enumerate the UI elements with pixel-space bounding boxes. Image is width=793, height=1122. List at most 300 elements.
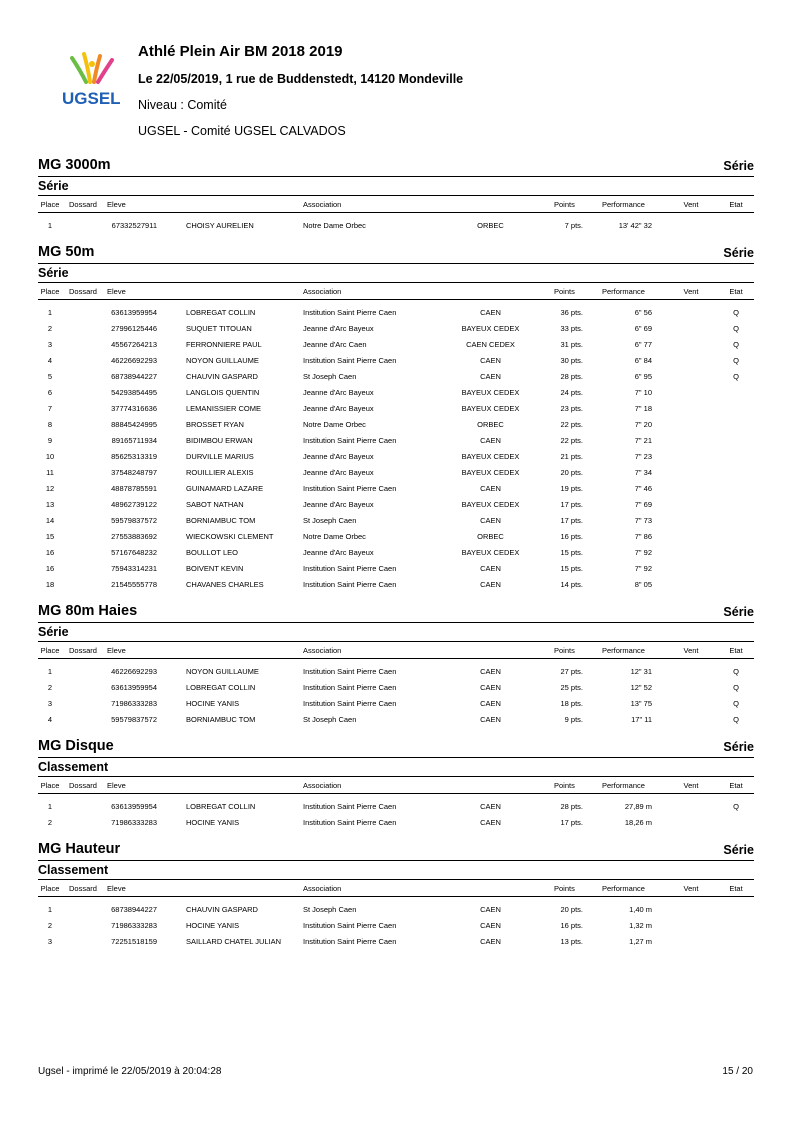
table-row <box>38 384 754 400</box>
cell-eleve-id: 75943314231 <box>111 564 157 573</box>
column-header-eleve: Eleve <box>107 287 126 296</box>
cell-eleve-id: 67332527911 <box>111 221 157 230</box>
column-headers <box>38 880 754 897</box>
cell-place: 9 <box>47 436 53 445</box>
cell-association: Institution Saint Pierre Caen <box>303 356 397 365</box>
cell-status: Q <box>733 699 739 708</box>
cell-performance: 6" 77 <box>634 340 652 349</box>
cell-student-name: BIDIMBOU ERWAN <box>186 436 253 445</box>
cell-place: 2 <box>47 683 53 692</box>
subsection-header <box>38 623 754 642</box>
cell-student-name: HOCINE YANIS <box>186 818 240 827</box>
cell-place: 2 <box>47 818 53 827</box>
column-headers <box>38 777 754 794</box>
cell-association: St Joseph Caen <box>303 905 357 914</box>
cell-city: BAYEUX CEDEX <box>461 404 520 413</box>
column-header-vent: Vent <box>683 781 699 790</box>
column-header-association: Association <box>303 646 342 655</box>
cell-city: CAEN <box>480 905 501 914</box>
cell-points: 17 pts. <box>560 500 583 509</box>
table-row <box>38 320 754 336</box>
table-row <box>38 544 754 560</box>
cell-points: 31 pts. <box>560 340 583 349</box>
cell-city: CAEN <box>480 580 501 589</box>
event-type: Série <box>723 159 754 173</box>
cell-city: CAEN <box>480 516 501 525</box>
cell-place: 16 <box>45 548 55 557</box>
cell-points: 27 pts. <box>560 667 583 676</box>
event-name: MG Hauteur <box>38 841 121 857</box>
cell-performance: 6" 84 <box>634 356 652 365</box>
cell-city: BAYEUX CEDEX <box>461 468 520 477</box>
cell-city: CAEN <box>480 699 501 708</box>
page-number: 15 / 20 <box>722 1066 753 1077</box>
subsection-name: Série <box>38 179 69 193</box>
section-spacer <box>38 949 754 957</box>
column-header-place: Place <box>40 200 60 209</box>
event-type: Série <box>723 740 754 754</box>
event-type: Série <box>723 246 754 260</box>
column-header-etat: Etat <box>729 200 743 209</box>
cell-eleve-id: 46226692293 <box>111 667 157 676</box>
table-row <box>38 901 754 917</box>
cell-association: Institution Saint Pierre Caen <box>303 308 397 317</box>
column-header-association: Association <box>303 287 342 296</box>
cell-eleve-id: 37774316636 <box>111 404 157 413</box>
cell-association: Jeanne d'Arc Caen <box>303 340 367 349</box>
cell-place: 3 <box>47 699 53 708</box>
cell-eleve-id: 45567264213 <box>111 340 157 349</box>
cell-performance: 6" 95 <box>634 372 652 381</box>
cell-eleve-id: 54293854495 <box>111 388 157 397</box>
column-header-dossard: Dossard <box>69 781 97 790</box>
cell-status: Q <box>733 802 739 811</box>
cell-city: CAEN <box>480 937 501 946</box>
cell-performance: 27,89 m <box>624 802 652 811</box>
cell-association: Institution Saint Pierre Caen <box>303 683 397 692</box>
table-row <box>38 711 754 727</box>
table-row <box>38 416 754 432</box>
cell-student-name: GUINAMARD LAZARE <box>186 484 264 493</box>
cell-status: Q <box>733 372 739 381</box>
cell-performance: 13' 42" 32 <box>618 221 652 230</box>
cell-points: 21 pts. <box>560 452 583 461</box>
cell-place: 13 <box>45 500 55 509</box>
cell-association: Jeanne d'Arc Bayeux <box>303 388 374 397</box>
cell-eleve-id: 89165711934 <box>111 436 157 445</box>
column-header-performance: Performance <box>602 646 645 655</box>
cell-place: 11 <box>46 468 54 477</box>
cell-association: Jeanne d'Arc Bayeux <box>303 324 374 333</box>
cell-performance: 7" 10 <box>634 388 652 397</box>
column-header-points: Points <box>554 646 575 655</box>
cell-performance: 18,26 m <box>624 818 652 827</box>
column-header-performance: Performance <box>602 781 645 790</box>
column-header-association: Association <box>303 200 342 209</box>
column-header-eleve: Eleve <box>107 781 126 790</box>
cell-association: Institution Saint Pierre Caen <box>303 564 397 573</box>
ugsel-logo <box>60 50 130 110</box>
cell-points: 15 pts. <box>560 564 583 573</box>
table-row <box>38 336 754 352</box>
event-header <box>38 600 754 623</box>
cell-city: CAEN <box>480 484 501 493</box>
section-spacer <box>38 592 754 600</box>
cell-student-name: BOULLOT LEO <box>186 548 238 557</box>
cell-place: 4 <box>47 356 53 365</box>
cell-association: Jeanne d'Arc Bayeux <box>303 468 374 477</box>
cell-student-name: SABOT NATHAN <box>186 500 244 509</box>
column-header-eleve: Eleve <box>107 646 126 655</box>
column-header-etat: Etat <box>729 646 743 655</box>
cell-points: 22 pts. <box>560 420 583 429</box>
table-row <box>38 217 754 233</box>
cell-eleve-id: 48878785591 <box>111 484 157 493</box>
subsection-header <box>38 861 754 880</box>
cell-student-name: HOCINE YANIS <box>186 921 240 930</box>
event-section <box>38 838 754 957</box>
committee-label: UGSEL - Comité UGSEL CALVADOS <box>138 124 346 138</box>
table-row <box>38 304 754 320</box>
cell-eleve-id: 71986333283 <box>111 699 157 708</box>
table-row <box>38 368 754 384</box>
table-row <box>38 352 754 368</box>
cell-student-name: LOBREGAT COLLIN <box>186 308 256 317</box>
column-header-points: Points <box>554 200 575 209</box>
cell-city: CAEN <box>480 818 501 827</box>
column-header-vent: Vent <box>683 287 699 296</box>
cell-city: BAYEUX CEDEX <box>461 548 520 557</box>
cell-association: Notre Dame Orbec <box>303 420 366 429</box>
cell-association: St Joseph Caen <box>303 516 357 525</box>
cell-status: Q <box>733 356 739 365</box>
column-header-association: Association <box>303 884 342 893</box>
cell-place: 2 <box>47 324 53 333</box>
cell-performance: 7" 23 <box>634 452 652 461</box>
cell-performance: 7" 46 <box>634 484 652 493</box>
event-header <box>38 241 754 264</box>
cell-status: Q <box>733 324 739 333</box>
cell-student-name: CHAUVIN GASPARD <box>186 372 258 381</box>
cell-performance: 7" 34 <box>634 468 652 477</box>
cell-points: 15 pts. <box>560 548 583 557</box>
cell-eleve-id: 72251518159 <box>111 937 157 946</box>
column-header-etat: Etat <box>729 884 743 893</box>
column-header-eleve: Eleve <box>107 200 126 209</box>
cell-points: 28 pts. <box>560 802 583 811</box>
subsection-name: Classement <box>38 863 109 877</box>
cell-association: Institution Saint Pierre Caen <box>303 921 397 930</box>
column-headers <box>38 642 754 659</box>
table-row <box>38 432 754 448</box>
cell-student-name: CHOISY AURELIEN <box>186 221 254 230</box>
cell-student-name: BORNIAMBUC TOM <box>186 715 256 724</box>
level-label: Niveau : Comité <box>138 98 227 112</box>
cell-performance: 7" 20 <box>634 420 652 429</box>
cell-eleve-id: 57167648232 <box>111 548 157 557</box>
cell-performance: 1,40 m <box>629 905 652 914</box>
cell-student-name: NOYON GUILLAUME <box>186 356 259 365</box>
event-section <box>38 154 754 241</box>
cell-city: BAYEUX CEDEX <box>461 500 520 509</box>
column-header-eleve: Eleve <box>107 884 126 893</box>
column-header-place: Place <box>40 781 60 790</box>
cell-points: 18 pts. <box>560 699 583 708</box>
cell-performance: 8" 05 <box>634 580 652 589</box>
table-row <box>38 496 754 512</box>
document-title: Athlé Plein Air BM 2018 2019 <box>138 43 343 60</box>
subsection-name: Série <box>38 625 69 639</box>
cell-eleve-id: 63613959954 <box>111 308 157 317</box>
cell-association: Notre Dame Orbec <box>303 532 366 541</box>
cell-city: CAEN <box>480 802 501 811</box>
table-row <box>38 679 754 695</box>
event-header <box>38 838 754 861</box>
cell-points: 16 pts. <box>560 532 583 541</box>
cell-performance: 6" 69 <box>634 324 652 333</box>
column-header-place: Place <box>40 884 60 893</box>
column-headers <box>38 283 754 300</box>
cell-place: 3 <box>47 340 53 349</box>
cell-association: Jeanne d'Arc Bayeux <box>303 548 374 557</box>
cell-eleve-id: 63613959954 <box>111 683 157 692</box>
cell-performance: 12" 52 <box>630 683 652 692</box>
cell-student-name: FERRONNIERE PAUL <box>186 340 262 349</box>
cell-points: 13 pts. <box>560 937 583 946</box>
cell-place: 1 <box>47 905 53 914</box>
cell-eleve-id: 46226692293 <box>111 356 157 365</box>
cell-place: 15 <box>45 532 55 541</box>
cell-points: 24 pts. <box>560 388 583 397</box>
column-header-dossard: Dossard <box>69 884 97 893</box>
cell-association: Institution Saint Pierre Caen <box>303 580 397 589</box>
table-row <box>38 933 754 949</box>
cell-place: 10 <box>45 452 55 461</box>
column-header-vent: Vent <box>683 884 699 893</box>
cell-performance: 1,32 m <box>629 921 652 930</box>
cell-city: ORBEC <box>477 532 504 541</box>
section-spacer <box>38 233 754 241</box>
column-header-performance: Performance <box>602 200 645 209</box>
column-header-dossard: Dossard <box>69 646 97 655</box>
cell-status: Q <box>733 340 739 349</box>
column-header-place: Place <box>40 646 60 655</box>
table-row <box>38 464 754 480</box>
cell-association: St Joseph Caen <box>303 372 357 381</box>
cell-student-name: ROUILLIER ALEXIS <box>186 468 254 477</box>
subsection-header <box>38 758 754 777</box>
cell-student-name: CHAUVIN GASPARD <box>186 905 258 914</box>
cell-association: Institution Saint Pierre Caen <box>303 818 397 827</box>
table-row <box>38 814 754 830</box>
column-header-dossard: Dossard <box>69 287 97 296</box>
cell-city: CAEN <box>480 436 501 445</box>
cell-status: Q <box>733 667 739 676</box>
cell-student-name: LEMANISSIER COME <box>186 404 262 413</box>
cell-points: 30 pts. <box>560 356 583 365</box>
table-row <box>38 576 754 592</box>
cell-performance: 7" 92 <box>634 564 652 573</box>
cell-association: Notre Dame Orbec <box>303 221 366 230</box>
ugsel-logo-figures-icon <box>60 50 130 110</box>
cell-eleve-id: 48962739122 <box>111 500 157 509</box>
cell-association: Jeanne d'Arc Bayeux <box>303 404 374 413</box>
cell-city: BAYEUX CEDEX <box>461 388 520 397</box>
cell-city: CAEN <box>480 683 501 692</box>
cell-points: 20 pts. <box>560 905 583 914</box>
cell-points: 17 pts. <box>560 818 583 827</box>
logo-wordmark: UGSEL <box>62 89 121 108</box>
cell-eleve-id: 71986333283 <box>111 921 157 930</box>
event-name: MG 3000m <box>38 157 111 173</box>
cell-eleve-id: 71986333283 <box>111 818 157 827</box>
cell-performance: 7" 86 <box>634 532 652 541</box>
event-name: MG 50m <box>38 244 95 260</box>
cell-association: St Joseph Caen <box>303 715 357 724</box>
event-header <box>38 154 754 177</box>
column-header-vent: Vent <box>683 200 699 209</box>
cell-student-name: WIECKOWSKI CLEMENT <box>186 532 274 541</box>
cell-city: CAEN <box>480 921 501 930</box>
cell-place: 8 <box>47 420 53 429</box>
cell-status: Q <box>733 683 739 692</box>
cell-association: Institution Saint Pierre Caen <box>303 937 397 946</box>
cell-place: 18 <box>45 580 55 589</box>
column-header-association: Association <box>303 781 342 790</box>
table-row <box>38 480 754 496</box>
column-header-points: Points <box>554 781 575 790</box>
cell-points: 9 pts. <box>564 715 583 724</box>
cell-points: 7 pts. <box>564 221 583 230</box>
cell-performance: 7" 69 <box>634 500 652 509</box>
cell-student-name: LANGLOIS QUENTIN <box>186 388 260 397</box>
cell-student-name: BORNIAMBUC TOM <box>186 516 256 525</box>
cell-place: 14 <box>45 516 55 525</box>
cell-performance: 7" 18 <box>634 404 652 413</box>
cell-place: 12 <box>45 484 55 493</box>
cell-points: 17 pts. <box>560 516 583 525</box>
column-header-place: Place <box>40 287 60 296</box>
cell-performance: 7" 73 <box>634 516 652 525</box>
cell-association: Institution Saint Pierre Caen <box>303 436 397 445</box>
cell-performance: 7" 92 <box>634 548 652 557</box>
cell-points: 19 pts. <box>560 484 583 493</box>
cell-place: 16 <box>45 564 55 573</box>
cell-points: 28 pts. <box>560 372 583 381</box>
cell-association: Institution Saint Pierre Caen <box>303 699 397 708</box>
cell-place: 1 <box>47 667 53 676</box>
event-header <box>38 735 754 758</box>
column-header-vent: Vent <box>683 646 699 655</box>
column-header-etat: Etat <box>729 287 743 296</box>
cell-student-name: SUQUET TITOUAN <box>186 324 252 333</box>
cell-points: 20 pts. <box>560 468 583 477</box>
event-section <box>38 600 754 735</box>
table-row <box>38 560 754 576</box>
cell-student-name: DURVILLE MARIUS <box>186 452 254 461</box>
event-date-location: Le 22/05/2019, 1 rue de Buddenstedt, 14120 Mondeville <box>138 72 464 86</box>
cell-student-name: CHAVANES CHARLES <box>186 580 264 589</box>
cell-performance: 13" 75 <box>630 699 652 708</box>
event-name: MG 80m Haies <box>38 603 138 619</box>
cell-student-name: HOCINE YANIS <box>186 699 240 708</box>
cell-eleve-id: 59579837572 <box>111 715 157 724</box>
column-header-performance: Performance <box>602 287 645 296</box>
cell-performance: 17" 11 <box>631 715 652 724</box>
cell-association: Institution Saint Pierre Caen <box>303 802 397 811</box>
cell-points: 36 pts. <box>560 308 583 317</box>
cell-performance: 7" 21 <box>634 436 652 445</box>
table-row <box>38 512 754 528</box>
column-headers <box>38 196 754 213</box>
cell-performance: 6" 56 <box>634 308 652 317</box>
cell-student-name: BROSSET RYAN <box>186 420 244 429</box>
event-type: Série <box>723 843 754 857</box>
cell-status: Q <box>733 308 739 317</box>
cell-association: Jeanne d'Arc Bayeux <box>303 452 374 461</box>
table-row <box>38 448 754 464</box>
cell-city: ORBEC <box>477 420 504 429</box>
cell-city: CAEN <box>480 356 501 365</box>
column-header-etat: Etat <box>729 781 743 790</box>
cell-student-name: BOIVENT KEVIN <box>186 564 244 573</box>
cell-eleve-id: 68738944227 <box>111 905 157 914</box>
cell-eleve-id: 37548248797 <box>111 468 157 477</box>
cell-eleve-id: 68738944227 <box>111 372 157 381</box>
cell-student-name: LOBREGAT COLLIN <box>186 802 256 811</box>
cell-points: 16 pts. <box>560 921 583 930</box>
cell-points: 14 pts. <box>560 580 583 589</box>
cell-city: CAEN <box>480 308 501 317</box>
column-header-performance: Performance <box>602 884 645 893</box>
table-row <box>38 917 754 933</box>
cell-performance: 12" 31 <box>630 667 652 676</box>
cell-eleve-id: 27996125446 <box>111 324 157 333</box>
print-timestamp: Ugsel - imprimé le 22/05/2019 à 20:04:28 <box>38 1066 222 1077</box>
column-header-points: Points <box>554 287 575 296</box>
cell-points: 25 pts. <box>560 683 583 692</box>
table-row <box>38 400 754 416</box>
column-header-dossard: Dossard <box>69 200 97 209</box>
cell-place: 6 <box>47 388 53 397</box>
cell-eleve-id: 21545555778 <box>111 580 157 589</box>
event-section <box>38 735 754 838</box>
event-section <box>38 241 754 600</box>
column-header-points: Points <box>554 884 575 893</box>
cell-status: Q <box>733 715 739 724</box>
cell-city: CAEN <box>480 715 501 724</box>
section-spacer <box>38 830 754 838</box>
cell-place: 1 <box>47 308 53 317</box>
results-sections <box>38 154 754 957</box>
cell-place: 1 <box>47 221 53 230</box>
cell-association: Institution Saint Pierre Caen <box>303 484 397 493</box>
event-type: Série <box>723 605 754 619</box>
subsection-name: Classement <box>38 760 109 774</box>
table-row <box>38 663 754 679</box>
cell-association: Jeanne d'Arc Bayeux <box>303 500 374 509</box>
section-spacer <box>38 727 754 735</box>
cell-student-name: NOYON GUILLAUME <box>186 667 259 676</box>
cell-points: 23 pts. <box>560 404 583 413</box>
cell-place: 2 <box>47 921 53 930</box>
table-row <box>38 695 754 711</box>
table-row <box>38 798 754 814</box>
cell-place: 5 <box>47 372 53 381</box>
cell-city: CAEN <box>480 564 501 573</box>
cell-city: BAYEUX CEDEX <box>461 452 520 461</box>
cell-student-name: LOBREGAT COLLIN <box>186 683 256 692</box>
